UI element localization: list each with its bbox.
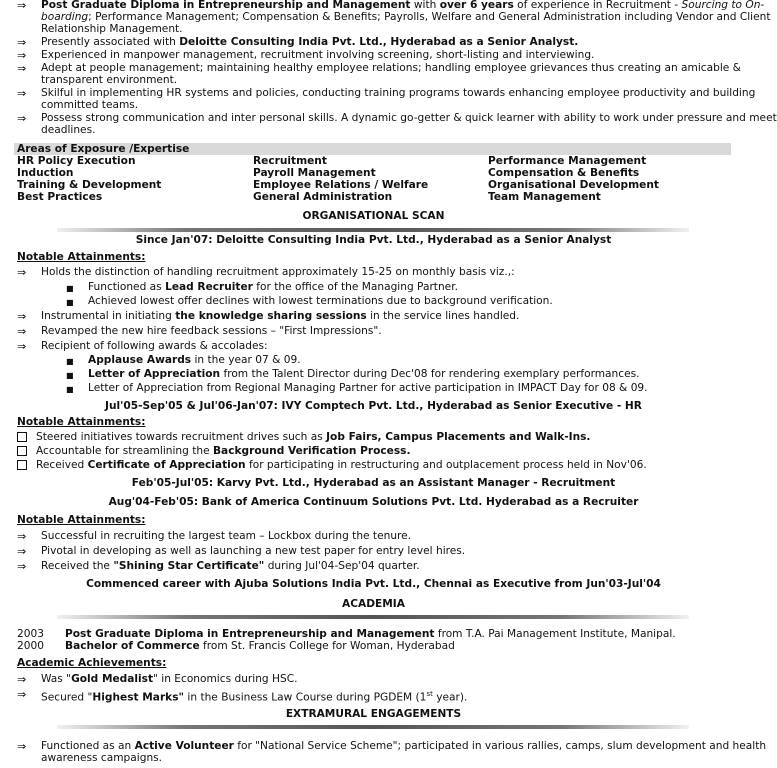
attainment-item: Holds the distinction of handling recruitment approximately 15-25 on monthly basis viz.,: xyxy=(41,266,515,278)
expertise-item: Performance Management xyxy=(488,155,647,167)
bullet-icon: ■ xyxy=(66,385,74,394)
attainment-item: Instrumental in initiating the knowledge sharing sessions in the service lines handled. xyxy=(41,310,520,322)
academic-achievements-heading: Academic Achievements: xyxy=(17,657,167,669)
edu-entry: Bachelor of Commerce from St. Francis College for Woman, Hyderabad xyxy=(65,640,455,652)
attainment-item: Received Certificate of Appreciation for participating in restructuring and outplacement process held in Nov'06. xyxy=(36,459,647,471)
expertise-item: General Administration xyxy=(253,191,393,203)
arrow-icon: ⇒ xyxy=(17,688,27,701)
summary-line: deadlines. xyxy=(41,124,96,136)
section-divider xyxy=(57,725,689,729)
achievement-item: Secured "Highest Marks" in the Business Law Course during PGDEM (1st year). xyxy=(41,690,468,704)
checkbox-icon xyxy=(17,446,27,456)
summary-line: Presently associated with Deloitte Consulting India Pvt. Ltd., Hyderabad as a Senior Analyst. xyxy=(41,36,579,48)
attainment-item: Pivotal in developing as well as launching a new test paper for entry level hires. xyxy=(41,545,466,557)
section-title-extramural: EXTRAMURAL ENGAGEMENTS xyxy=(285,708,462,720)
attainment-subitem: Letter of Appreciation from the Talent Director during Dec'08 for rendering exemplary performances. xyxy=(88,368,640,380)
summary-line: Adept at people management; maintaining healthy employee relations; handling employee grievances thus creating an amicable & xyxy=(41,62,741,74)
job-heading: Feb'05-Jul'05: Karvy Pvt. Ltd., Hyderabad as an Assistant Manager - Recruitment xyxy=(131,477,616,489)
expertise-item: Organisational Development xyxy=(488,179,659,191)
notable-attainments-heading: Notable Attainments: xyxy=(17,514,146,526)
arrow-icon: ⇒ xyxy=(17,740,27,753)
attainment-subitem: Functioned as Lead Recruiter for the office of the Managing Partner. xyxy=(88,281,458,293)
attainment-item: Received the "Shining Star Certificate" during Jul'04-Sep'04 quarter. xyxy=(41,560,420,572)
summary-line: Relationship Management. xyxy=(41,23,183,35)
attainment-item: Recipient of following awards & accolades: xyxy=(41,340,268,352)
summary-line: Skilful in implementing HR systems and policies, conducting training programs towards enhancing employee productivity and building xyxy=(41,87,756,99)
arrow-icon: ⇒ xyxy=(17,49,27,62)
bullet-icon: ■ xyxy=(66,371,74,380)
arrow-icon: ⇒ xyxy=(17,112,27,125)
arrow-icon: ⇒ xyxy=(17,87,27,100)
expertise-item: Training & Development xyxy=(17,179,162,191)
engagement-item: awareness campaigns. xyxy=(41,752,163,764)
expertise-item: Recruitment xyxy=(253,155,327,167)
attainment-item: Revamped the new hire feedback sessions – "First Impressions". xyxy=(41,325,382,337)
expertise-item: Payroll Management xyxy=(253,167,376,179)
summary-line: Experienced in manpower management, recruitment involving screening, short-listing and interviewing. xyxy=(41,49,595,61)
arrow-icon: ⇒ xyxy=(17,530,27,543)
attainment-subitem: Applause Awards in the year 07 & 09. xyxy=(88,354,301,366)
attainment-item: Successful in recruiting the largest team – Lockbox during the tenure. xyxy=(41,530,412,542)
bullet-icon: ■ xyxy=(66,284,74,293)
arrow-icon: ⇒ xyxy=(17,325,27,338)
arrow-icon: ⇒ xyxy=(17,673,27,686)
expertise-item: Best Practices xyxy=(17,191,103,203)
section-title-org: ORGANISATIONAL SCAN xyxy=(302,210,445,222)
bullet-icon: ■ xyxy=(66,357,74,366)
job-heading: Since Jan'07: Deloitte Consulting India Pvt. Ltd., Hyderabad as a Senior Analyst xyxy=(135,234,612,246)
arrow-icon: ⇒ xyxy=(17,62,27,75)
arrow-icon: ⇒ xyxy=(17,545,27,558)
arrow-icon: ⇒ xyxy=(17,36,27,49)
summary-line: boarding; Performance Management; Compensation & Benefits; Payrolls, Welfare and General Administration including Vendor and Client xyxy=(41,11,771,23)
arrow-icon: ⇒ xyxy=(17,560,27,573)
arrow-icon: ⇒ xyxy=(17,0,27,12)
edu-year: 2000 xyxy=(17,640,44,652)
attainment-subitem: Letter of Appreciation from Regional Managing Partner for active participation in IMPACT Day for 08 & 09. xyxy=(88,382,648,394)
areas-title: Areas of Exposure /Expertise xyxy=(17,143,190,155)
section-divider xyxy=(57,615,689,619)
summary-line: transparent environment. xyxy=(41,74,178,86)
section-divider xyxy=(57,228,689,232)
expertise-item: Employee Relations / Welfare xyxy=(253,179,429,191)
engagement-item: Functioned as an Active Volunteer for "National Service Scheme"; participated in various rallies, camps, slum development and health xyxy=(41,740,767,752)
job-heading: Commenced career with Ajuba Solutions India Pvt. Ltd., Chennai as Executive from Jun'03-Jul'04 xyxy=(86,578,661,590)
arrow-icon: ⇒ xyxy=(17,310,27,323)
edu-year: 2003 xyxy=(17,628,44,640)
notable-attainments-heading: Notable Attainments: xyxy=(17,416,146,428)
checkbox-icon xyxy=(17,432,27,442)
expertise-item: HR Policy Execution xyxy=(17,155,136,167)
section-title-academia: ACADEMIA xyxy=(342,598,405,610)
attainment-subitem: Achieved lowest offer declines with lowest terminations due to background verification. xyxy=(88,295,553,307)
arrow-icon: ⇒ xyxy=(17,266,27,279)
checkbox-icon xyxy=(17,460,27,470)
job-heading: Jul'05-Sep'05 & Jul'06-Jan'07: IVY Comptech Pvt. Ltd., Hyderabad as Senior Executive - HR xyxy=(105,400,642,412)
bullet-icon: ■ xyxy=(66,298,74,307)
edu-entry: Post Graduate Diploma in Entrepreneurship and Management from T.A. Pai Management Institute, Manipal. xyxy=(65,628,676,640)
expertise-item: Team Management xyxy=(488,191,601,203)
summary-line: committed teams. xyxy=(41,99,139,111)
notable-attainments-heading: Notable Attainments: xyxy=(17,251,146,263)
expertise-item: Induction xyxy=(17,167,74,179)
achievement-item: Was "Gold Medalist" in Economics during HSC. xyxy=(41,673,298,685)
expertise-item: Compensation & Benefits xyxy=(488,167,640,179)
arrow-icon: ⇒ xyxy=(17,340,27,353)
summary-line: Post Graduate Diploma in Entrepreneurship and Management with over 6 years of experience in Recruitment - Sourcing to On- xyxy=(41,0,765,11)
attainment-item: Steered initiatives towards recruitment drives such as Job Fairs, Campus Placements and Walk-Ins. xyxy=(36,431,591,443)
job-heading: Aug'04-Feb'05: Bank of America Continuum Solutions Pvt. Ltd. Hyderabad as a Recruiter xyxy=(108,496,639,508)
attainment-item: Accountable for streamlining the Background Verification Process. xyxy=(36,445,411,457)
summary-line: Possess strong communication and inter personal skills. A dynamic go-getter & quick learner with ability to work under pressure and meet xyxy=(41,112,777,124)
